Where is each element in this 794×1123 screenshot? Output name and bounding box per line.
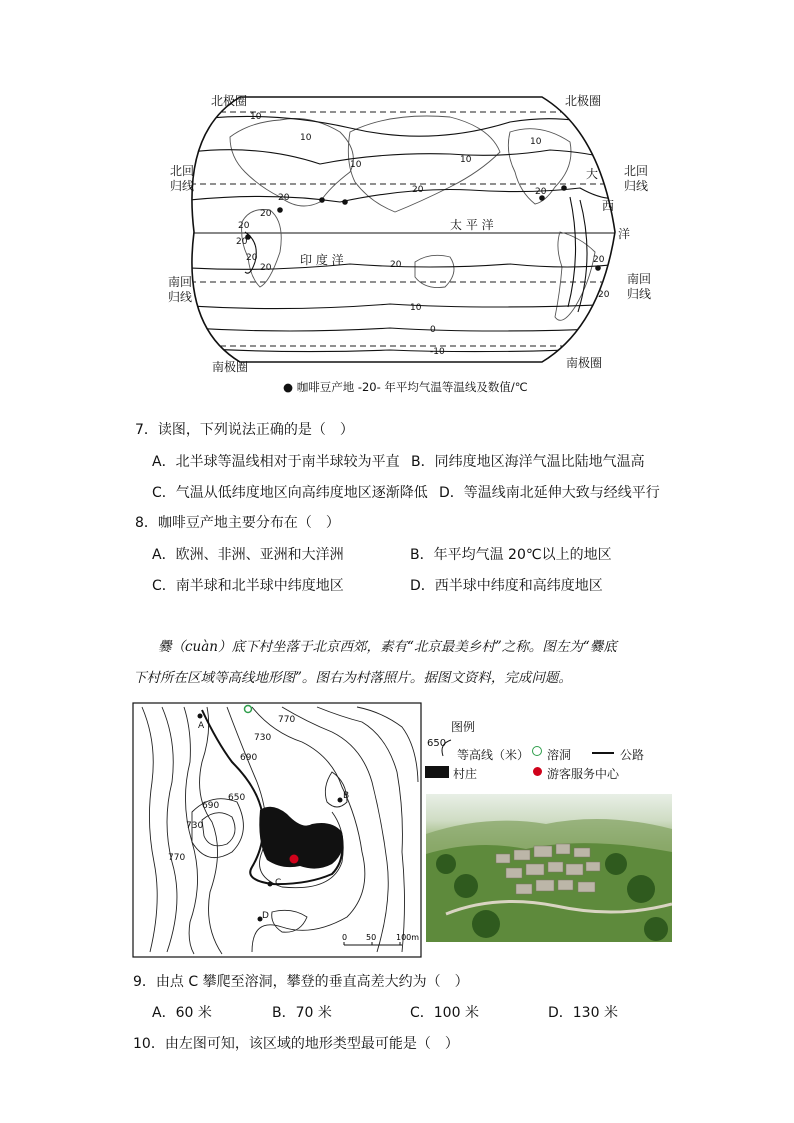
svg-text:10: 10 (530, 137, 542, 147)
point-c-label: C (275, 878, 282, 888)
legend-contour-label: 等高线（米） (457, 748, 530, 762)
svg-text:20: 20 (236, 237, 248, 247)
map-caption: ● 咖啡豆产地 -20- 年平均气温等温线及数值/℃ (283, 380, 528, 394)
svg-text:770: 770 (278, 715, 296, 725)
q7-option-b: B．同纬度地区海洋气温比陆地气温高 (411, 454, 645, 470)
legend-cave-icon (532, 746, 542, 756)
q8-option-b: B．年平均气温 20℃以上的地区 (410, 547, 612, 563)
antarctic-label-right: 南极圈 (566, 356, 603, 370)
svg-text:20: 20 (535, 187, 547, 197)
svg-text:650: 650 (228, 793, 246, 803)
svg-text:20: 20 (260, 209, 272, 219)
svg-text:20: 20 (390, 260, 402, 270)
legend-contour-sample: 650 (427, 738, 447, 749)
point-b-label: B (343, 791, 350, 801)
svg-text:20: 20 (260, 263, 272, 273)
q9-option-a: A．60 米 (152, 1005, 212, 1021)
indian-label: 印 度 洋 (300, 253, 344, 267)
svg-text:100m: 100m (396, 933, 420, 942)
tropic-cancer-label-right: 北回 归线 (624, 164, 649, 193)
legend-service-icon (533, 767, 542, 776)
atlantic-label-1: 大 (586, 167, 599, 181)
q9-option-b: B．70 米 (272, 1005, 332, 1021)
q7-option-d: D．等温线南北延伸大致与经线平行 (439, 485, 660, 501)
svg-text:10: 10 (460, 155, 472, 165)
q9-option-c: C．100 米 (410, 1005, 479, 1021)
q9-option-d: D．130 米 (548, 1005, 618, 1021)
village-photo (426, 794, 672, 942)
legend-service-label: 游客服务中心 (547, 767, 620, 781)
legend (425, 716, 675, 786)
q8-option-a: A．欧洲、非洲、亚洲和大洋洲 (152, 547, 344, 563)
legend-road-label: 公路 (620, 748, 645, 762)
arctic-label-right: 北极圈 (565, 94, 602, 108)
point-d-label: D (262, 911, 269, 921)
contour-map-figure (132, 702, 422, 958)
passage-line-1: 爨（cuàn）底下村坐落于北京西郊，素有“北京最美乡村”之称。图左为“爨底 (158, 639, 617, 655)
service-center-icon (290, 855, 299, 864)
svg-text:0: 0 (430, 325, 436, 335)
atlantic-label-2: 西 (602, 199, 615, 213)
legend-cave-label: 溶洞 (547, 748, 572, 762)
q8-stem: 8．咖啡豆产地主要分布在（ ） (135, 515, 340, 531)
atlantic-label-3: 洋 (618, 227, 631, 241)
antarctic-label-left: 南极圈 (212, 360, 249, 374)
q10-stem: 10．由左图可知，该区域的地形类型最可能是（ ） (133, 1036, 459, 1052)
svg-text:-10: -10 (430, 347, 445, 357)
q7-option-c: C．气温从低纬度地区向高纬度地区逐渐降低 (152, 485, 428, 501)
legend-village-label: 村庄 (453, 767, 478, 781)
svg-text:10: 10 (300, 133, 312, 143)
svg-text:20: 20 (246, 253, 258, 263)
svg-text:770: 770 (168, 853, 186, 863)
point-a-label: A (198, 721, 205, 731)
svg-text:690: 690 (202, 801, 220, 811)
q7-stem: 7．读图，下列说法正确的是（ ） (135, 422, 354, 438)
svg-text:690: 690 (240, 753, 258, 763)
arctic-label-left: 北极圈 (211, 94, 248, 108)
tropic-cancer-label-left: 北回 归线 (170, 164, 195, 193)
svg-text:10: 10 (250, 112, 262, 122)
svg-text:20: 20 (593, 255, 605, 265)
svg-text:730: 730 (186, 821, 204, 831)
svg-text:50: 50 (366, 933, 377, 942)
svg-text:20: 20 (278, 193, 290, 203)
passage-line-2: 下村所在区域等高线地形图”。图右为村落照片。据图文资料，完成问题。 (133, 670, 572, 686)
tropic-capricorn-label-right: 南回 归线 (627, 272, 652, 301)
svg-text:0: 0 (342, 933, 348, 942)
svg-text:20: 20 (598, 290, 610, 300)
legend-road-icon (592, 752, 614, 754)
q8-option-c: C．南半球和北半球中纬度地区 (152, 578, 344, 594)
legend-village-icon (425, 766, 449, 778)
svg-text:20: 20 (412, 185, 424, 195)
legend-title: 图例 (451, 720, 476, 734)
q8-option-d: D．西半球中纬度和高纬度地区 (410, 578, 603, 594)
svg-text:10: 10 (350, 160, 362, 170)
map-frame (192, 97, 615, 362)
pacific-label: 太 平 洋 (450, 218, 494, 232)
svg-text:10: 10 (410, 303, 422, 313)
svg-text:730: 730 (254, 733, 272, 743)
svg-text:20: 20 (238, 221, 250, 231)
contour-map (132, 702, 422, 958)
q7-option-a: A．北半球等温线相对于南半球较为平直 (152, 454, 400, 470)
tropic-capricorn-label-left: 南回 归线 (168, 275, 193, 304)
q9-stem: 9．由点 C 攀爬至溶洞，攀登的垂直高差大约为（ ） (133, 974, 469, 990)
